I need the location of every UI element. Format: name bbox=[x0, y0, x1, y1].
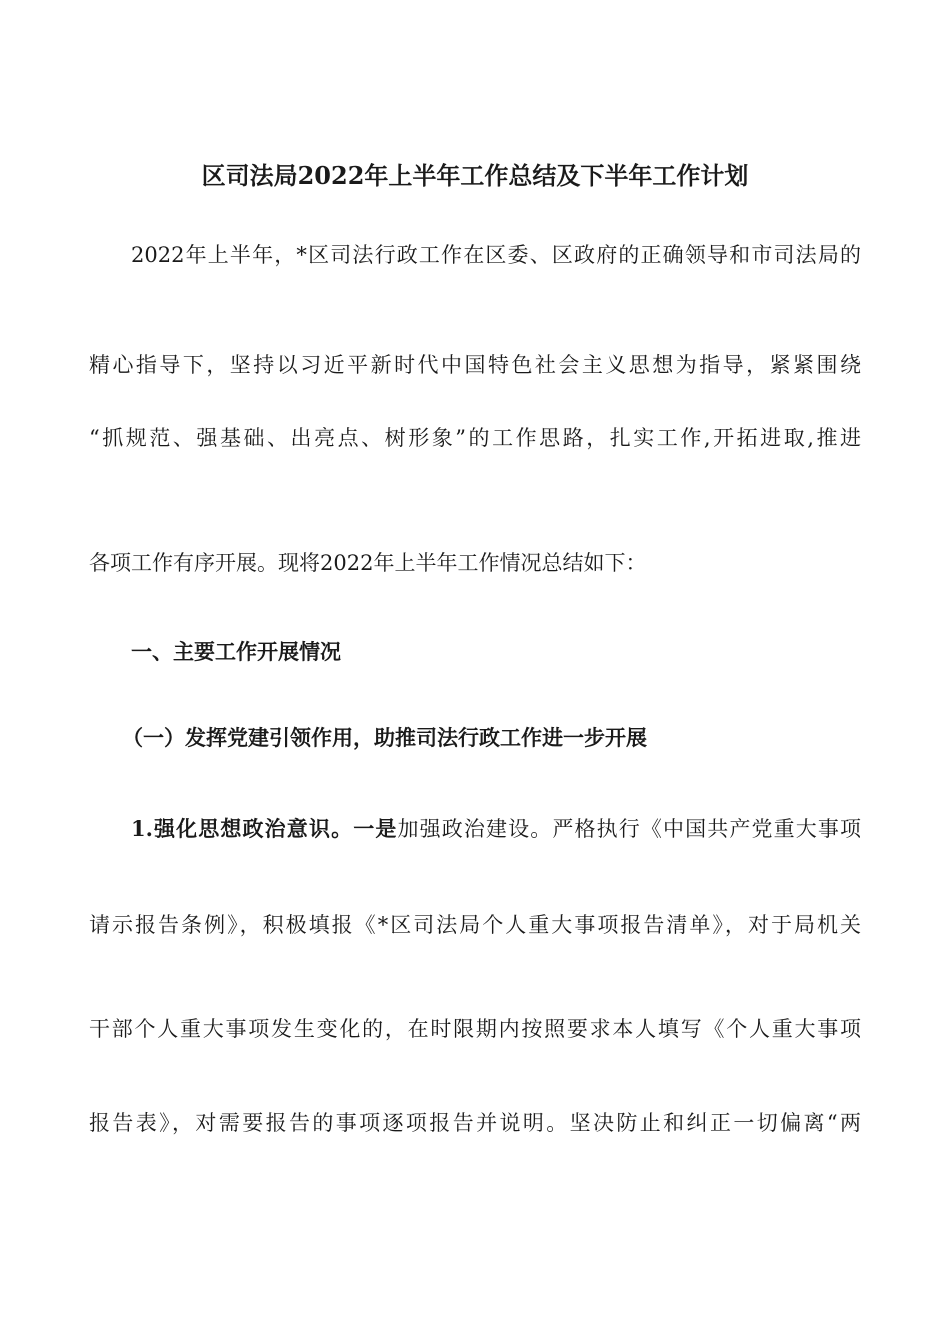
intro-line-3: “抓规范、强基础、出亮点、树形象”的工作思路，扎实工作,开拓进取,推进 bbox=[89, 426, 861, 450]
item-1-line-4: 报告表》，对需要报告的事项逐项报告并说明。坚决防止和纠正一切偏离“两 bbox=[89, 1111, 861, 1135]
item-1-line-3: 干部个人重大事项发生变化的，在时限期内按照要求本人填写《个人重大事项 bbox=[89, 1017, 861, 1041]
item-1-text: 加强政治建设。严格执行《中国共产党重大事项 bbox=[397, 817, 861, 841]
section-heading: 一、主要工作开展情况 bbox=[131, 639, 341, 664]
intro-line-2: 精心指导下，坚持以习近平新时代中国特色社会主义思想为指导，紧紧围绕 bbox=[89, 353, 861, 377]
item-1-lead: 一是 bbox=[353, 816, 398, 841]
intro-line-4: 各项工作有序开展。现将2022年上半年工作情况总结如下： bbox=[89, 551, 647, 575]
subsection-heading: （一）发挥党建引领作用，助推司法行政工作进一步开展 bbox=[122, 725, 647, 750]
item-1-line-2: 请示报告条例》，积极填报《*区司法局个人重大事项报告清单》，对于局机关 bbox=[89, 913, 861, 937]
item-1-label: 1.强化思想政治意识。 bbox=[131, 816, 354, 841]
intro-line-1: 2022年上半年，*区司法行政工作在区委、区政府的正确领导和市司法局的 bbox=[131, 243, 861, 267]
item-1-first-line bbox=[131, 814, 861, 844]
document-title: 区司法局2022年上半年工作总结及下半年工作计划 bbox=[201, 161, 749, 190]
